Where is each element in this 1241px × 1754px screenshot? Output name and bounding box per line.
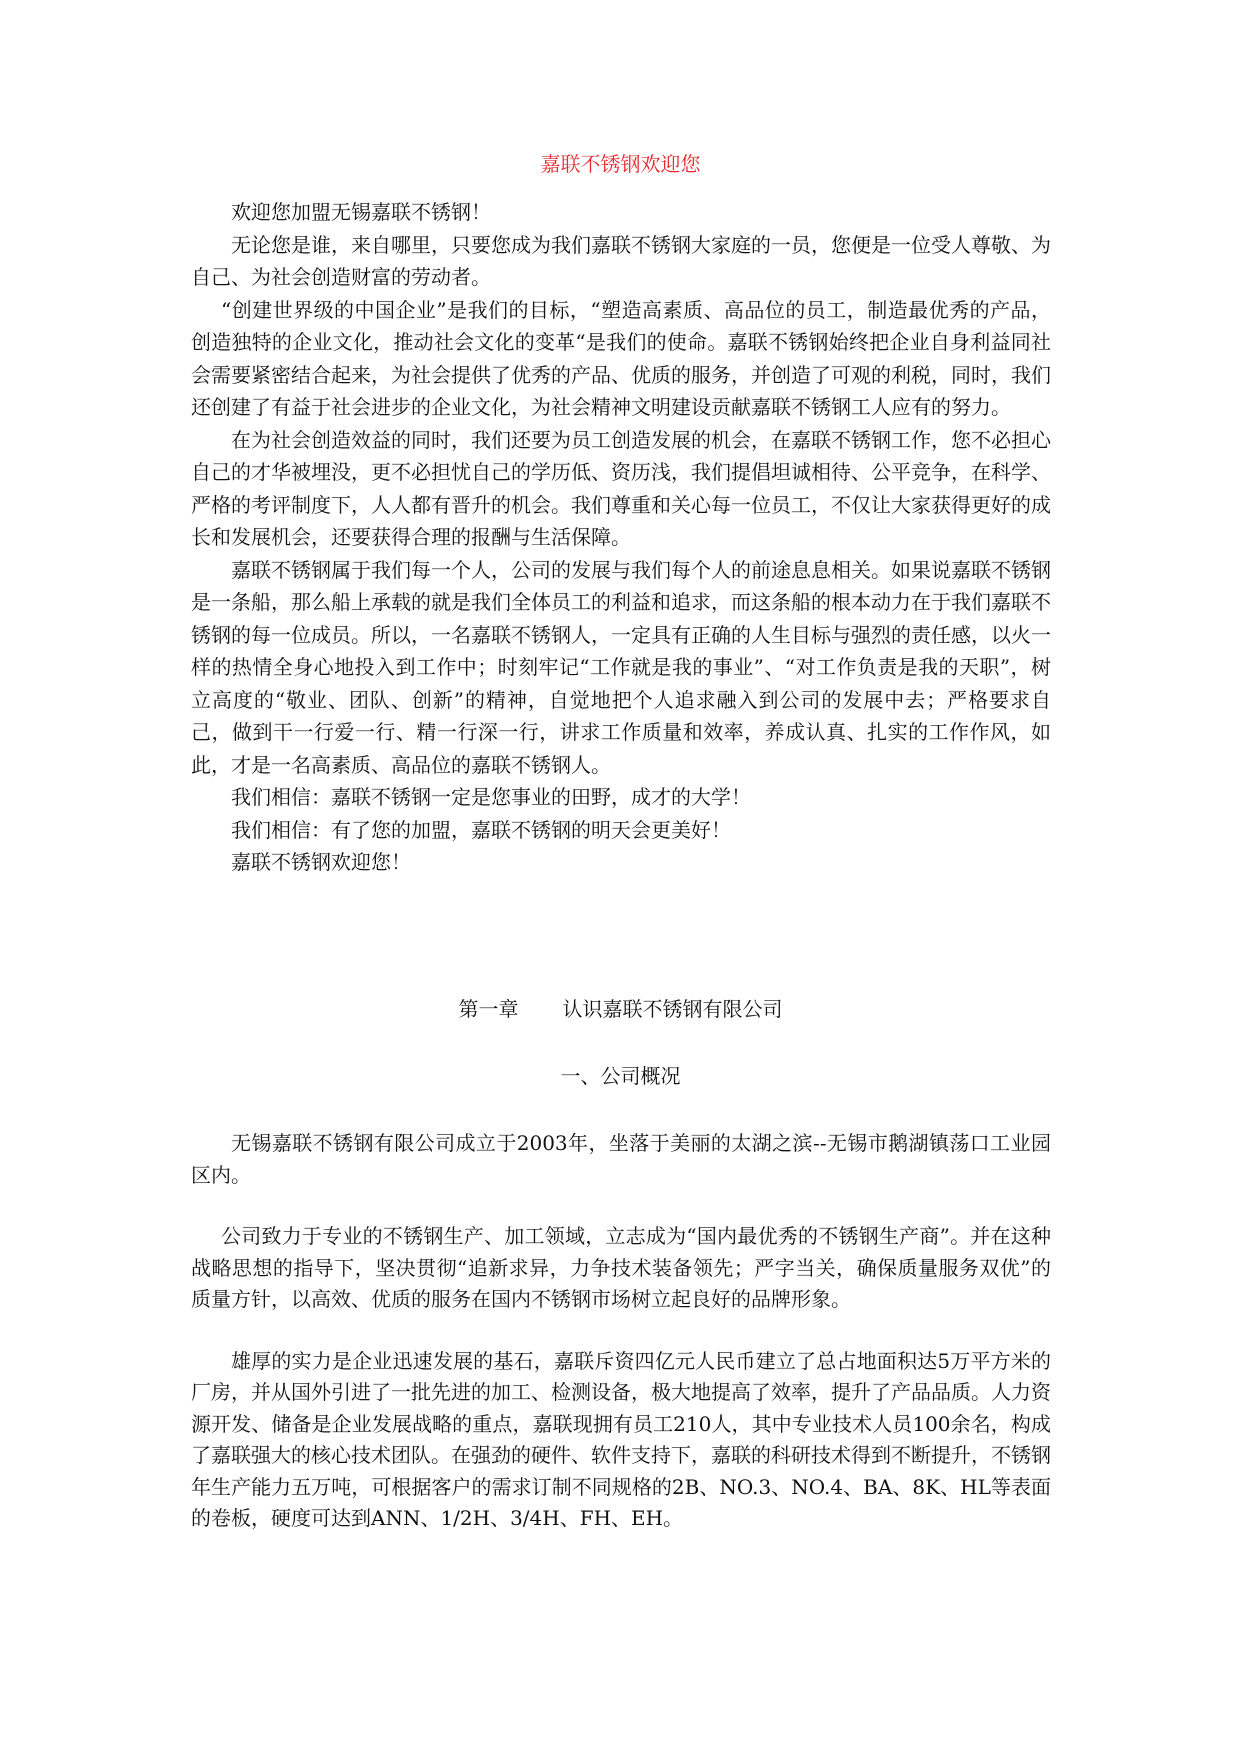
welcome-paragraph: 欢迎您加盟无锡嘉联不锈钢！ [231, 200, 491, 224]
overview-paragraph: 公司致力于专业的不锈钢生产、加工领域，立志成为“国内最优秀的不锈钢生产商”。并在这种战略思想的指导下，坚决贯彻“追新求异，力争技术装备领先；严字当关，确保质量服务双优”的质量方针，以高效、优质的服务在国内不锈钢市场树立起良好的品牌形象。 [191, 1224, 1051, 1311]
chapter-number: 第一章 [458, 997, 519, 1021]
welcome-paragraph: 嘉联不锈钢欢迎您！ [231, 850, 411, 874]
welcome-paragraph: 我们相信：有了您的加盟，嘉联不锈钢的明天会更美好！ [231, 817, 731, 842]
overview-paragraph: 雄厚的实力是企业迅速发展的基石，嘉联斥资四亿元人民币建立了总占地面积达5万平方米的厂房，并从国外引进了一批先进的加工、检测设备，极大地提高了效率，提升了产品品质。人力资源开发、储备是企业发展战略的重点，嘉联现拥有员工210人，其中专业技术人员100余名，构成了嘉联强大的核心技术团队。在强劲的硬件、软件支持下，嘉联的科研技术得到不断提升，不锈钢年生产能力五万吨，可根据客户的需求订制不同规格的2B、NO.3、NO.4、BA、8K、HL等表面的卷板，硬度可达到ANN、1/2H、3/4H、FH、EH。 [191, 1348, 1051, 1530]
section-heading: 一、公司概况 [560, 1064, 681, 1088]
company-overview [191, 1128, 1051, 1535]
welcome-paragraph: 在为社会创造效益的同时，我们还要为员工创造发展的机会，在嘉联不锈钢工作，您不必担心自己的才华被埋没，更不必担忧自己的学历低、资历浅，我们提倡坦诚相待、公平竞争，在科学、严格的考评制度下，人人都有晋升的机会。我们尊重和关心每一位员工，不仅让大家获得更好的成长和发展机会，还要获得合理的报酬与生活保障。 [191, 427, 1051, 549]
chapter-name: 认识嘉联不锈钢有限公司 [562, 997, 783, 1021]
overview-paragraph: 无锡嘉联不锈钢有限公司成立于2003年，坐落于美丽的太湖之滨--无锡市鹅湖镇荡口工业园区内。 [191, 1131, 1051, 1187]
welcome-paragraph: “创建世界级的中国企业”是我们的目标，“塑造高素质、高品位的员工，制造最优秀的产品，创造独特的企业文化，推动社会文化的变革“是我们的使命。嘉联不锈钢始终把企业自身利益同社会需要紧密结合起来，为社会提供了优秀的产品、优质的服务，并创造了可观的利税，同时，我们还创建了有益于社会进步的企业文化，为社会精神文明建设贡献嘉联不锈钢工人应有的努力。 [191, 297, 1051, 419]
welcome-letter [191, 196, 1051, 879]
welcome-paragraph: 无论您是谁，来自哪里，只要您成为我们嘉联不锈钢大家庭的一员，您便是一位受人尊敬、为自己、为社会创造财富的劳动者。 [191, 232, 1051, 289]
welcome-paragraph: 我们相信：嘉联不锈钢一定是您事业的田野，成才的大学！ [231, 785, 751, 809]
welcome-paragraph: 嘉联不锈钢属于我们每一个人，公司的发展与我们每个人的前途息息相关。如果说嘉联不锈钢是一条船，那么船上承载的就是我们全体员工的利益和追求，而这条船的根本动力在于我们嘉联不锈钢的每一位成员。所以，一名嘉联不锈钢人，一定具有正确的人生目标与强烈的责任感，以火一样的热情全身心地投入到工作中；时刻牢记“工作就是我的事业”、“对工作负责是我的天职”，树立高度的“敬业、团队、创新”的精神，自觉地把个人追求融入到公司的发展中去；严格要求自己，做到干一行爱一行、精一行深一行，讲求工作质量和效率，养成认真、扎实的工作作风，如此，才是一名高素质、高品位的嘉联不锈钢人。 [191, 557, 1051, 777]
chapter-heading [0, 995, 1241, 1023]
page-title: 嘉联不锈钢欢迎您 [540, 152, 701, 176]
